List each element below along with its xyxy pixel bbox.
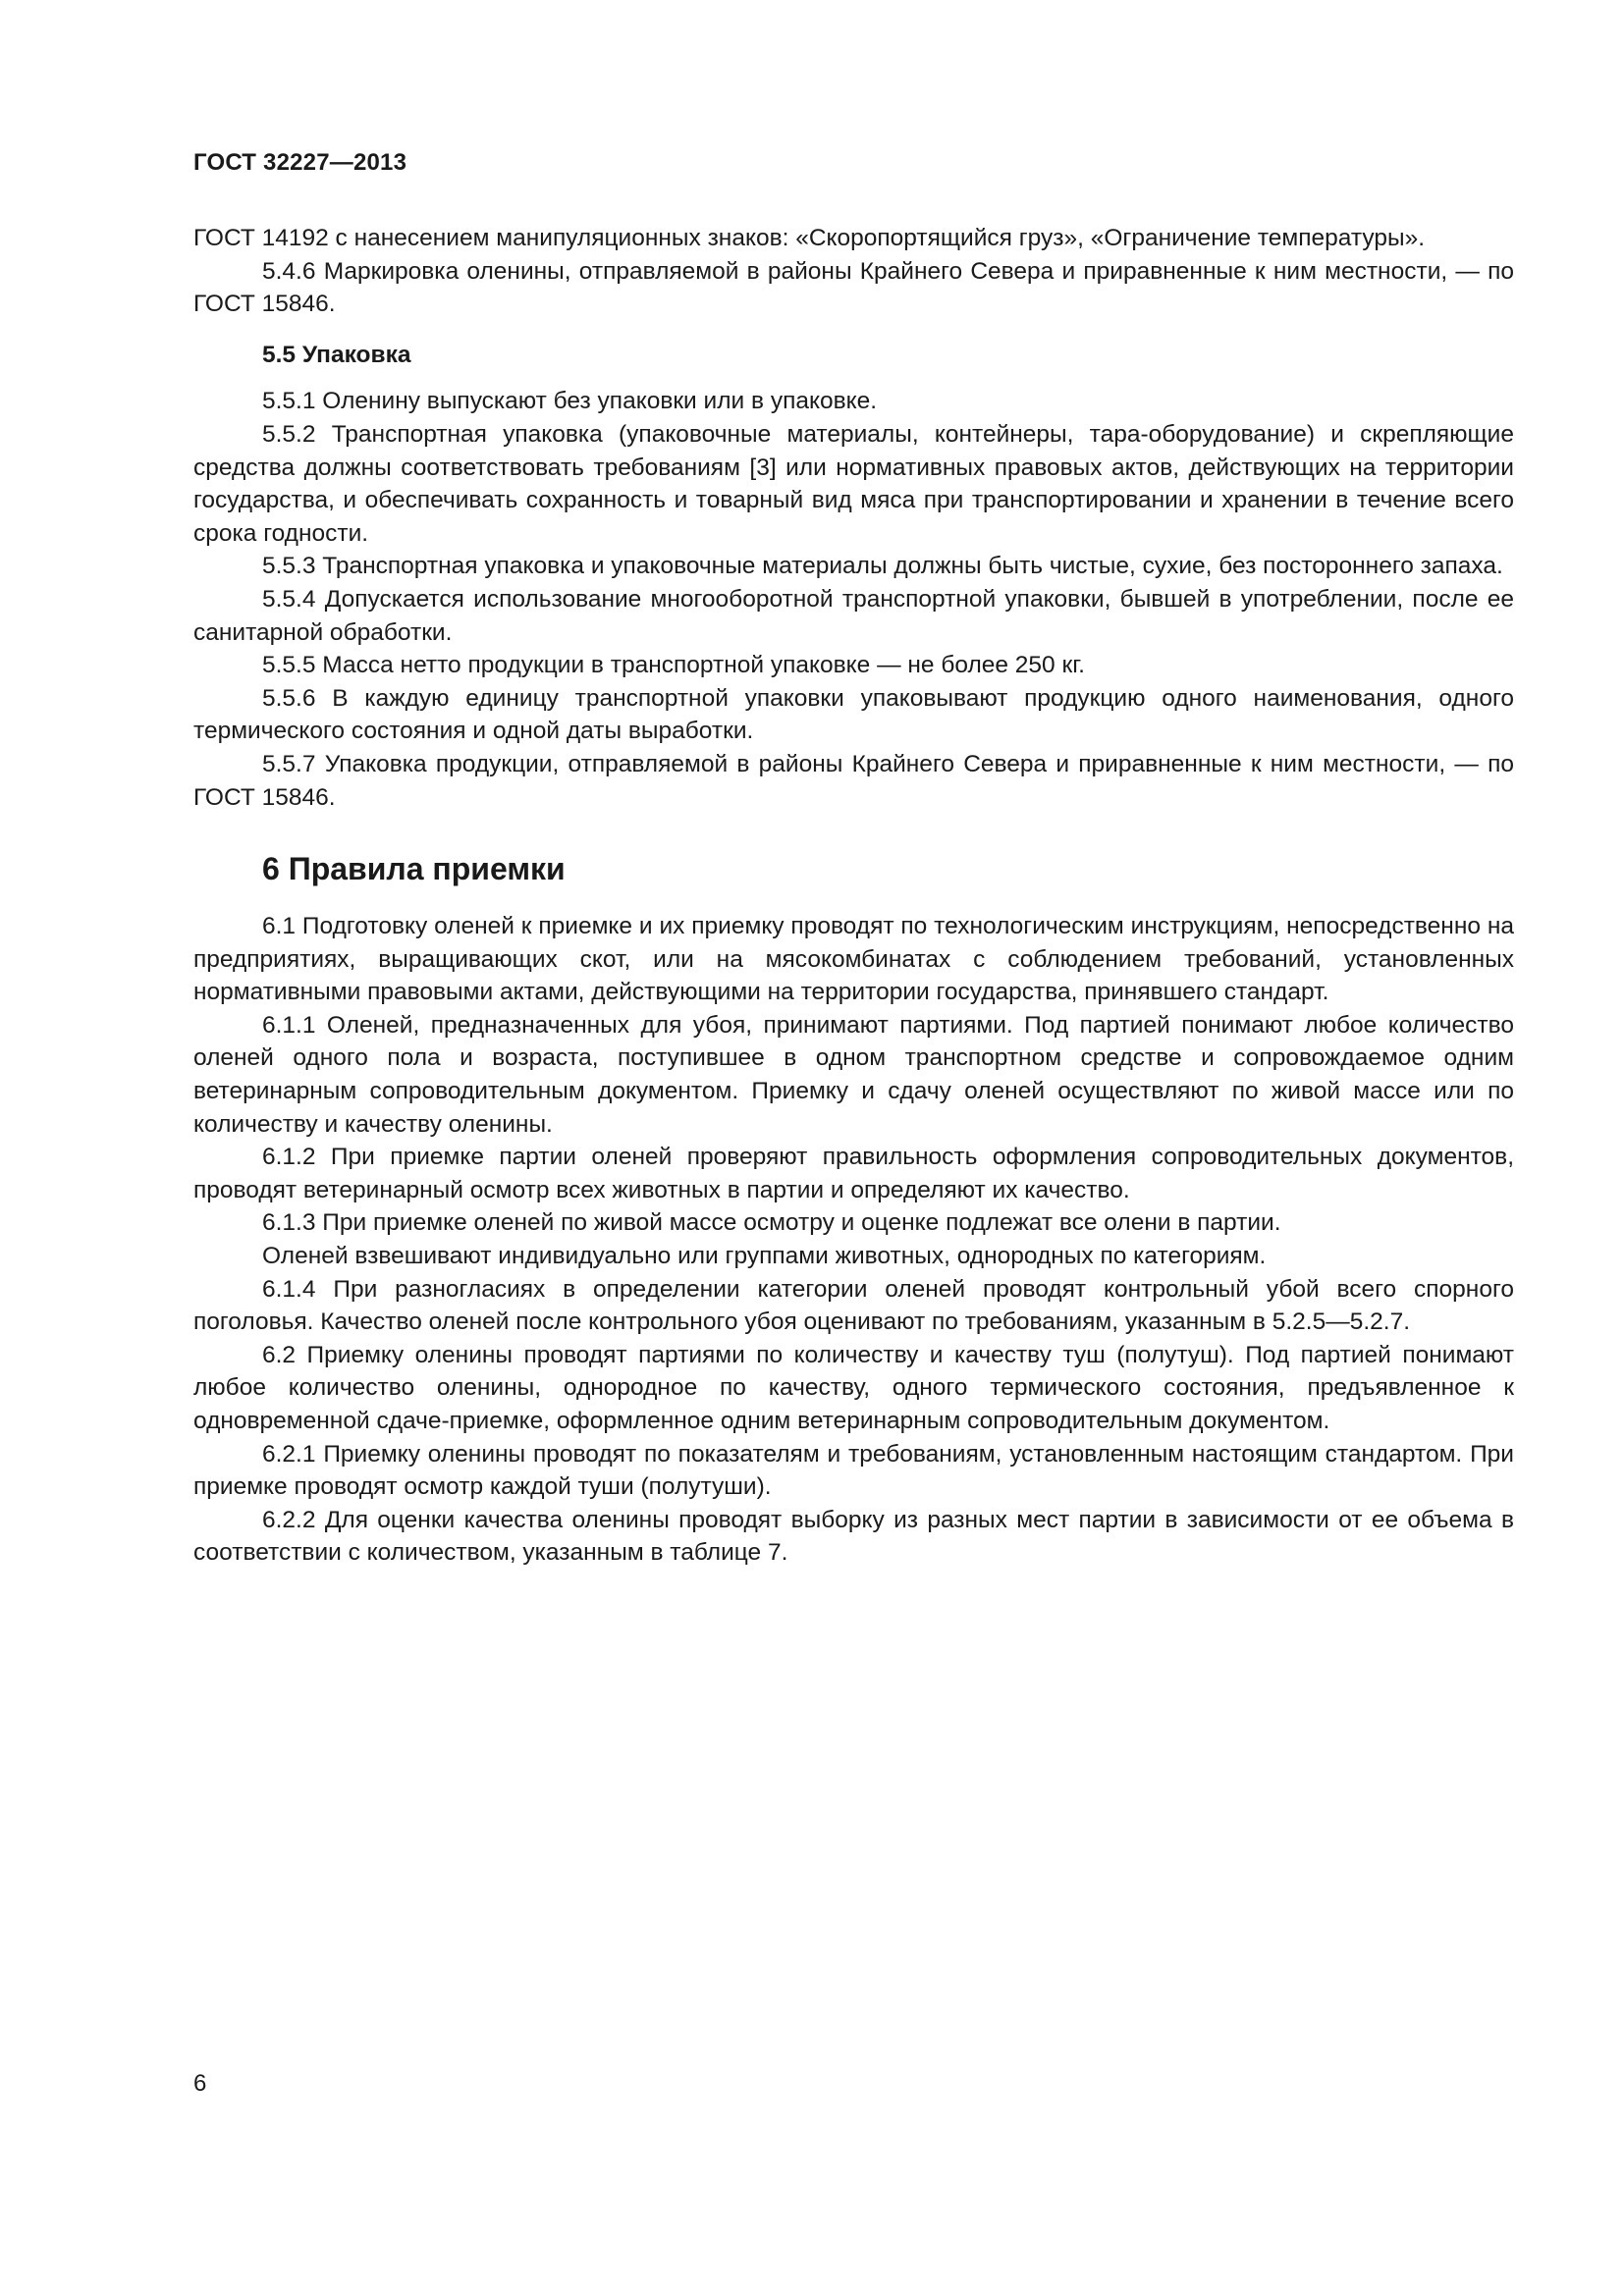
paragraph-6-2-1: 6.2.1 Приемку оленины проводят по показателям и требованиям, установленным настоящим стандартом. При приемке проводят осмотр каждой туши (полутуши).	[193, 1440, 1514, 1501]
paragraph-6-2-2: 6.2.2 Для оценки качества оленины проводят выборку из разных мест партии в зависимости от ее объема в соответствии с количеством, указанным в таблице 7.	[193, 1506, 1514, 1567]
paragraph-6-1-1: 6.1.1 Оленей, предназначенных для убоя, принимают партиями. Под партией понимают любое количество оленей одного пола и возраста, поступившее в одном транспортном средстве и сопровождаемое одним ветеринарным сопроводительным документом. Приемку и сдачу оленей осуществляют по живой массе или по количеству и качеству оленины.	[193, 1011, 1514, 1138]
paragraph-6-2: 6.2 Приемку оленины проводят партиями по количеству и качеству туш (полутуш). Под партией понимают любое количество оленины, однородное по качеству, одного термического состояния, предъявленное к одновременной сдаче-приемке, оформленное одним ветеринарным сопроводительным документом.	[193, 1341, 1514, 1434]
paragraph-continuation: ГОСТ 14192 с нанесением манипуляционных знаков: «Скоропортящийся груз», «Ограничение температуры».	[193, 225, 1426, 251]
paragraph-5-5-3: 5.5.3 Транспортная упаковка и упаковочные материалы должны быть чистые, сухие, без постороннего запаха.	[262, 553, 1503, 580]
paragraph-5-5-5: 5.5.5 Масса нетто продукции в транспортной упаковке — не более 250 кг.	[262, 652, 1085, 679]
paragraph-5-5-1: 5.5.1 Оленину выпускают без упаковки или в упаковке.	[262, 388, 878, 415]
page-number: 6	[193, 2070, 207, 2097]
section-heading-6: 6 Правила приемки	[262, 851, 566, 887]
paragraph-5-4-6: 5.4.6 Маркировка оленины, отправляемой в районы Крайнего Севера и приравненные к ним местности, — по ГОСТ 15846.	[193, 257, 1514, 318]
paragraph-6-1-3: 6.1.3 При приемке оленей по живой массе осмотру и оценке подлежат все олени в партии.	[262, 1209, 1281, 1237]
paragraph-6-1-4: 6.1.4 При разногласиях в определении категории оленей проводят контрольный убой всего спорного поголовья. Качество оленей после контрольного убоя оценивают по требованиям, указанным в 5.2.5—5.2.7.	[193, 1275, 1514, 1336]
subsection-heading-5-5: 5.5 Упаковка	[262, 341, 411, 368]
document-header: ГОСТ 32227—2013	[193, 149, 407, 176]
document-body	[193, 222, 1514, 1570]
paragraph-6-1: 6.1 Подготовку оленей к приемке и их приемку проводят по технологическим инструкциям, непосредственно на предприятиях, выращивающих скот, или на мясокомбинатах с соблюдением требований, установленных нормативными правовыми актами, действующими на территории государства, принявшего стандарт.	[193, 913, 1514, 1006]
paragraph-6-1-3-weighing: Оленей взвешивают индивидуально или группами животных, однородных по категориям.	[262, 1243, 1267, 1270]
paragraph-6-1-2: 6.1.2 При приемке партии оленей проверяют правильность оформления сопроводительных документов, проводят ветеринарный осмотр всех животных в партии и определяют их качество.	[193, 1144, 1514, 1203]
paragraph-5-5-2: 5.5.2 Транспортная упаковка (упаковочные материалы, контейнеры, тара-оборудование) и скрепляющие средства должны соответствовать требованиям [3] или нормативных правовых актов, действующих на территории государства, и обеспечивать сохранность и товарный вид мяса при транспортировании и хранении в течение всего срока годности.	[193, 420, 1514, 547]
paragraph-5-5-6: 5.5.6 В каждую единицу транспортной упаковки упаковывают продукцию одного наименования, одного термического состояния и одной даты выработки.	[193, 684, 1514, 745]
paragraph-5-5-4: 5.5.4 Допускается использование многооборотной транспортной упаковки, бывшей в употреблении, после ее санитарной обработки.	[193, 585, 1514, 646]
paragraph-5-5-7: 5.5.7 Упаковка продукции, отправляемой в районы Крайнего Севера и приравненные к ним местности, — по ГОСТ 15846.	[193, 750, 1514, 811]
